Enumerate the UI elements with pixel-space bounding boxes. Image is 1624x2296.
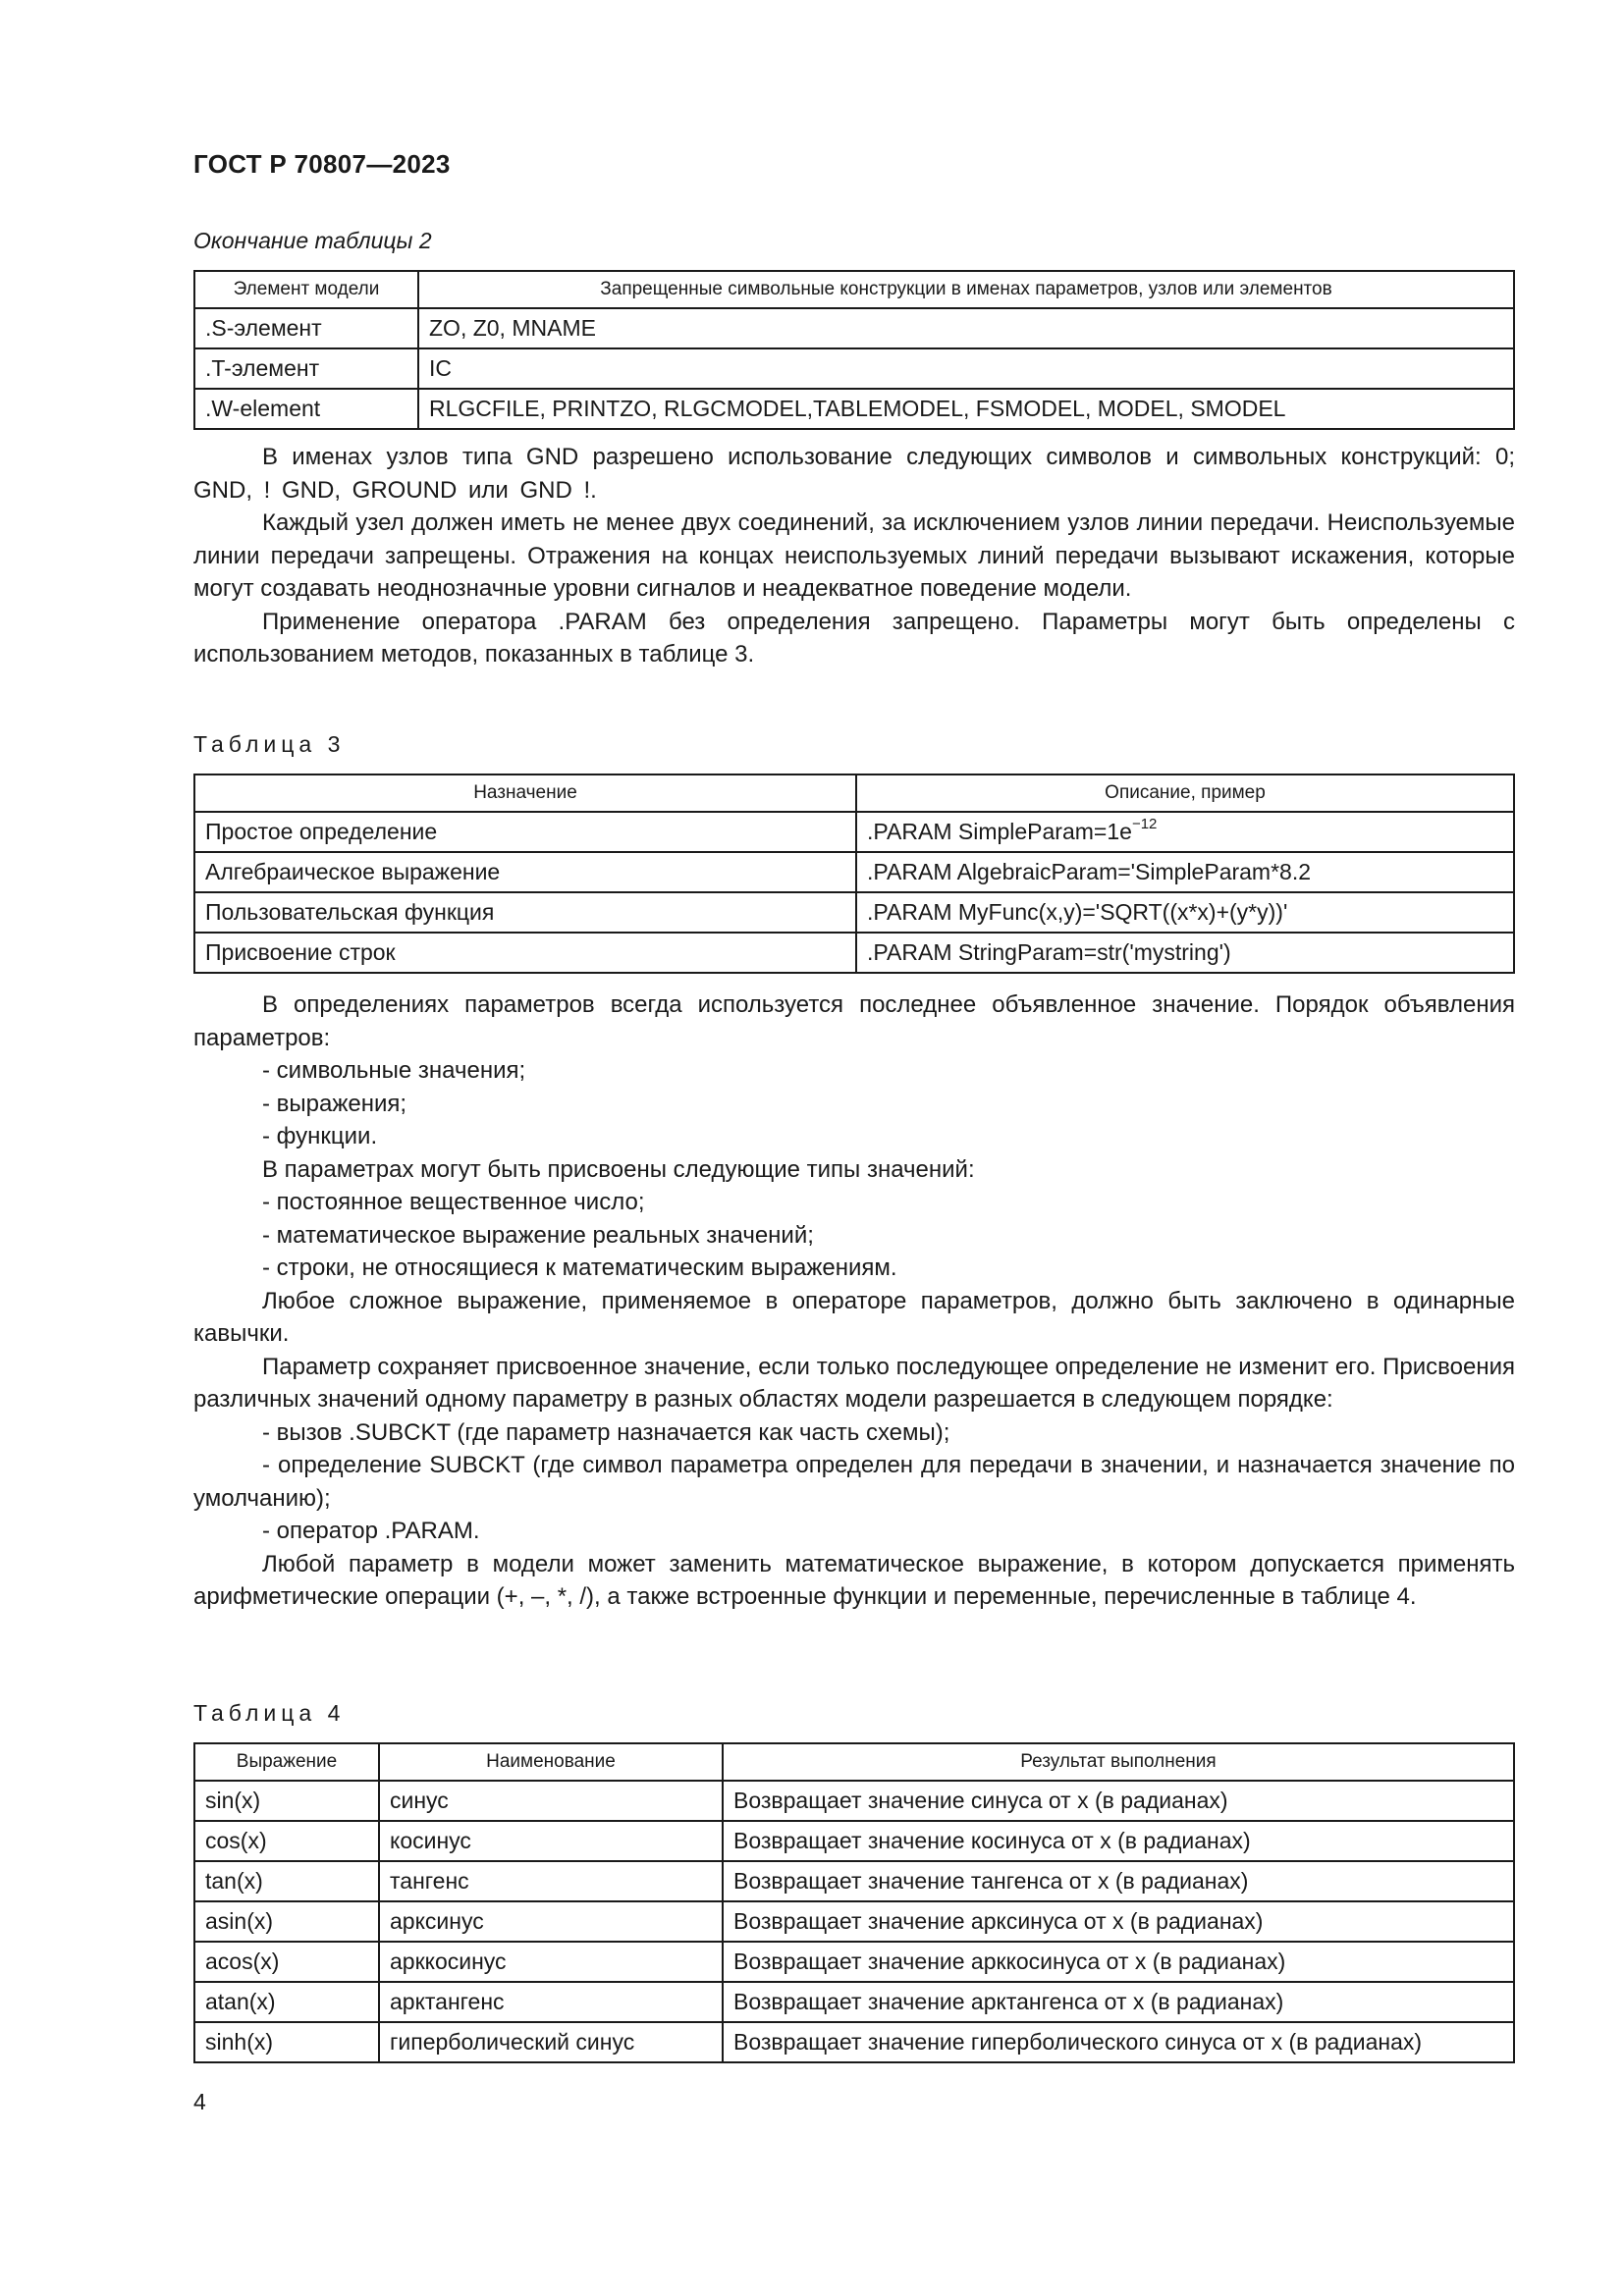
list-item: - функции. [262,1123,378,1149]
table-row [194,348,1514,389]
table-cell: tan(x) [194,1861,379,1901]
table-header-cell: Описание, пример [856,774,1514,812]
paragraph: Любой параметр в модели может заменить математическое выражение, в котором допускается применять арифметические операции (+, –, *, /), а также встроенные функции и переменные, перечисленные в таблице 4. [193,1550,1515,1610]
table-cell: RLGCFILE, PRINTZO, RLGCMODEL,TABLEMODEL, FSMODEL, MODEL, SMODEL [418,389,1514,429]
table-row [194,1781,1514,1821]
table-cell: Возвращает значение косинуса от x (в радианах) [723,1821,1514,1861]
table-cell: Возвращает значение арккосинуса от x (в радианах) [723,1942,1514,1982]
table-cell: Возвращает значение арктангенса от x (в радианах) [723,1982,1514,2022]
table2-caption: Окончание таблицы 2 [193,228,432,253]
list-item: - выражения; [262,1090,407,1117]
table-header-cell: Элемент модели [194,271,418,308]
table-cell: .PARAM AlgebraicParam='SimpleParam*8.2 [856,852,1514,892]
list-item: - строки, не относящиеся к математическим выражениям. [262,1255,897,1281]
paragraph: Каждый узел должен иметь не менее двух соединений, за исключением узлов линии передачи. Неиспользуемые линии передачи запрещены. Отражения на концах неиспользуемых линий передачи вызывают искажения, которые могут создавать неоднозначные уровни сигналов и неадекватное поведение модели. [193,509,1515,602]
table-row [194,1821,1514,1861]
table-cell: .S-элемент [194,308,418,348]
table-header-cell: Назначение [194,774,856,812]
table-row [194,812,1514,852]
table-cell: .PARAM StringParam=str('mystring') [856,933,1514,973]
table-header-row [194,774,1514,812]
table-cell: Возвращает значение гиперболического синуса от x (в радианах) [723,2022,1514,2062]
table-cell: cos(x) [194,1821,379,1861]
table-row [194,1901,1514,1942]
table3 [193,774,1515,974]
table-cell: ZO, Z0, MNAME [418,308,1514,348]
table-cell: тангенс [379,1861,723,1901]
paragraph: Параметр сохраняет присвоенное значение, если только последующее определение не изменит его. Присвоения различных значений одному параметру в разных областях модели разрешается в следующем порядке: [193,1353,1515,1413]
table-row [194,1861,1514,1901]
table-cell: sin(x) [194,1781,379,1821]
table-header-cell: Запрещенные символьные конструкции в именах параметров, узлов или элементов [418,271,1514,308]
table-cell: atan(x) [194,1982,379,2022]
table-row [194,892,1514,933]
formula-text: .PARAM SimpleParam=1e [867,819,1132,844]
table-row [194,389,1514,429]
list-item: - постоянное вещественное число; [262,1189,645,1215]
table-cell: Возвращает значение арксинуса от x (в радианах) [723,1901,1514,1942]
table-cell: Присвоение строк [194,933,856,973]
text-block-2 [193,988,1515,1614]
table-row [194,1942,1514,1982]
table-cell: Пользовательская функция [194,892,856,933]
table4-caption: Таблица 4 [193,1700,346,1726]
table2 [193,270,1515,430]
table-cell: acos(x) [194,1942,379,1982]
table-header-cell: Результат выполнения [723,1743,1514,1781]
paragraph: Любое сложное выражение, применяемое в операторе параметров, должно быть заключено в одинарные кавычки. [193,1287,1515,1347]
table-cell: арккосинус [379,1942,723,1982]
doc-title: ГОСТ Р 70807—2023 [193,149,451,179]
table-cell: Алгебраическое выражение [194,852,856,892]
text-block-1 [193,441,1515,671]
table-cell: Возвращает значение тангенса от x (в радианах) [723,1861,1514,1901]
table-cell: sinh(x) [194,2022,379,2062]
table-cell: asin(x) [194,1901,379,1942]
table-header-cell: Выражение [194,1743,379,1781]
table-cell: синус [379,1781,723,1821]
table-cell: косинус [379,1821,723,1861]
table-cell [856,812,1514,852]
table-row [194,933,1514,973]
table-cell: .W-element [194,389,418,429]
paragraph: Применение оператора .PARAM без определения запрещено. Параметры могут быть определены с использованием методов, показанных в таблице 3. [193,608,1515,667]
table-row [194,2022,1514,2062]
table-row [194,308,1514,348]
table-header-cell: Наименование [379,1743,723,1781]
list-item: - определение SUBCKT (где символ параметра определен для передачи в значении, и назначается значение по умолчанию); [193,1452,1515,1512]
table-header-row [194,271,1514,308]
table-cell: Простое определение [194,812,856,852]
table-row [194,1982,1514,2022]
table4 [193,1742,1515,2063]
table-cell: арктангенс [379,1982,723,2022]
table3-caption: Таблица 3 [193,731,346,757]
table-row [194,852,1514,892]
page-number: 4 [193,2089,206,2114]
table-cell: арксинус [379,1901,723,1942]
table-header-row [194,1743,1514,1781]
table-cell: IC [418,348,1514,389]
list-item: - символьные значения; [262,1057,526,1084]
table-cell: .PARAM MyFunc(x,y)='SQRT((x*x)+(y*y))' [856,892,1514,933]
paragraph: В параметрах могут быть присвоены следующие типы значений: [262,1155,975,1183]
table-cell: Возвращает значение синуса от x (в радианах) [723,1781,1514,1821]
table-cell: .T-элемент [194,348,418,389]
list-item: - математическое выражение реальных значений; [262,1221,814,1249]
paragraph: В определениях параметров всегда используется последнее объявленное значение. Порядок объявления параметров: [193,991,1515,1051]
table-cell: гиперболический синус [379,2022,723,2062]
list-item: - оператор .PARAM. [262,1518,480,1544]
list-item: - вызов .SUBCKT (где параметр назначается как часть схемы); [262,1418,950,1446]
paragraph: В именах узлов типа GND разрешено использование следующих символов и символьных конструкций: 0; GND, ! GND, GROUND или GND !. [193,444,1515,504]
exponent: −12 [1131,816,1158,833]
